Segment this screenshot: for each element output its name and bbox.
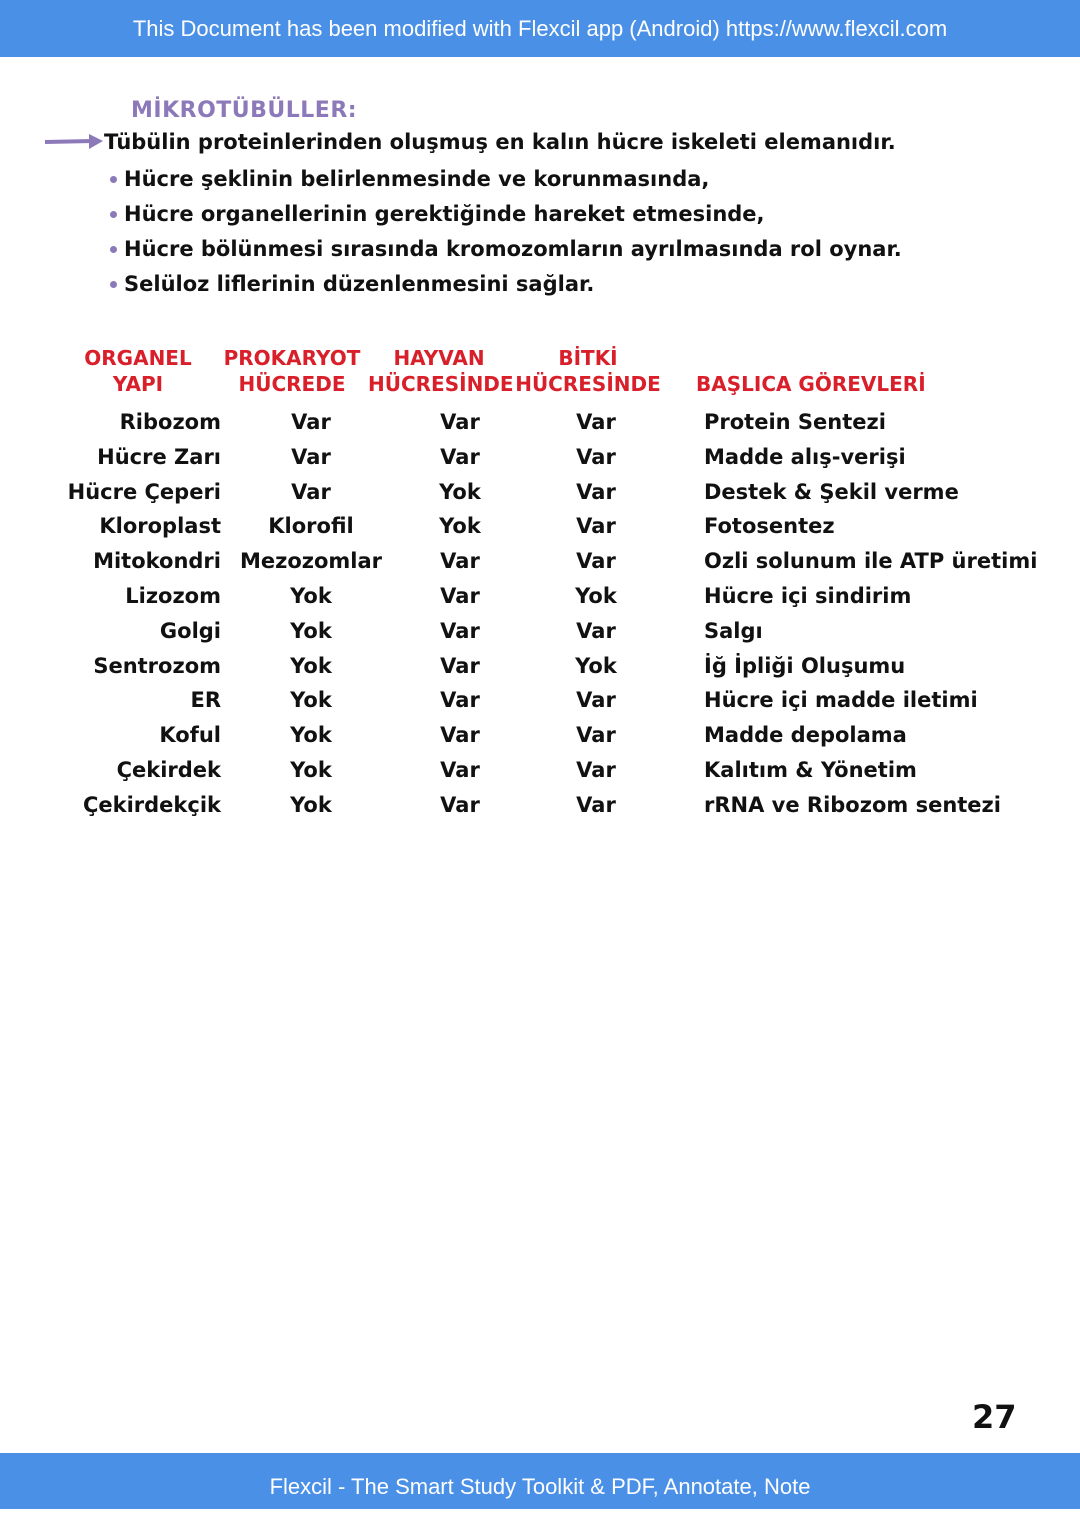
cell-prokaryot: Yok [290,688,332,713]
header-organel: ORGANEL YAPI [84,346,192,396]
cell-hayvan: Var [440,583,480,608]
cell-gorev: Hücre içi madde iletimi [704,688,978,713]
bullet-item: Selüloz liflerinin düzenlenmesini sağlar. [108,269,902,304]
bullet-item: Hücre bölünmesi sırasında kromozomların ayrılmasında rol oynar. [108,234,902,269]
cell-organel: Hücre Çeperi [67,479,221,504]
cell-gorev: Madde alış-verişi [704,444,906,469]
cell-organel: Ribozom [119,410,221,434]
cell-gorev: Salgı [704,618,763,643]
arrow-right-icon [45,132,105,152]
cell-bitki: Var [576,688,616,713]
cell-hayvan: Var [440,653,480,678]
cell-gorev: Destek & Şekil verme [704,479,959,504]
cell-organel: Lizozom [125,583,221,608]
cell-bitki: Var [576,479,616,504]
header-bitki: BİTKİ HÜCRESİNDE [515,346,661,396]
cell-bitki: Var [576,618,616,643]
cell-hayvan: Var [440,410,480,434]
table-row [0,718,1080,753]
table-row [0,788,1080,823]
bullet-dot-icon [110,246,117,253]
cell-hayvan: Yok [439,514,481,539]
table-row [0,683,1080,718]
bottom-banner[interactable]: Flexcil - The Smart Study Toolkit & PDF, Annotate, Note [0,1453,1080,1509]
cell-hayvan: Var [440,444,480,469]
cell-prokaryot: Mezozomlar [239,549,383,574]
cell-prokaryot: Yok [290,583,332,608]
organel-table [0,405,1080,823]
bullet-list [108,164,902,304]
cell-hayvan: Var [440,618,480,643]
bullet-dot-icon [110,281,117,288]
cell-bitki: Var [576,757,616,782]
cell-organel: Golgi [159,618,221,643]
cell-bitki: Yok [575,583,617,608]
cell-bitki: Yok [575,653,617,678]
cell-gorev: Madde depolama [704,723,907,748]
cell-hayvan: Var [440,723,480,748]
cell-prokaryot: Var [291,444,331,469]
top-banner[interactable]: This Document has been modified with Flexcil app (Android) https://www.flexcil.com [0,0,1080,57]
header-gorev: BAŞLICA GÖREVLERİ [696,372,926,396]
cell-gorev: Kalıtım & Yönetim [704,757,917,782]
cell-organel: Çekirdekçik [82,792,221,817]
cell-organel: Çekirdek [116,757,221,782]
table-row [0,649,1080,684]
cell-organel: Mitokondri [93,549,221,574]
cell-prokaryot: Yok [290,618,332,643]
cell-prokaryot: Yok [290,792,332,817]
table-row [0,614,1080,649]
cell-gorev: Ozli solunum ile ATP üretimi [704,549,1038,574]
bullet-item: Hücre şeklinin belirlenmesinde ve korunmasında, [108,164,902,199]
header-prokaryot: PROKARYOT HÜCREDE [223,346,361,396]
cell-bitki: Var [576,792,616,817]
table-row [0,475,1080,510]
cell-organel: ER [190,688,221,713]
cell-prokaryot: Var [291,479,331,504]
section-title: MİKROTÜBÜLLER: [131,98,358,123]
header-hayvan: HAYVAN HÜCRESİNDE [368,346,514,396]
cell-bitki: Var [576,410,616,434]
table-row [0,579,1080,614]
cell-bitki: Var [576,514,616,539]
cell-hayvan: Var [440,757,480,782]
table-row [0,753,1080,788]
cell-organel: Sentrozom [93,653,221,678]
cell-gorev: Fotosentez [704,514,835,539]
table-row [0,544,1080,579]
cell-hayvan: Var [440,549,480,574]
cell-bitki: Var [576,723,616,748]
cell-bitki: Var [576,549,616,574]
cell-prokaryot: Yok [290,757,332,782]
cell-gorev: Protein Sentezi [704,410,886,434]
cell-hayvan: Var [440,688,480,713]
table-row [0,509,1080,544]
table-row [0,440,1080,475]
lead-sentence: Tübülin proteinlerinden oluşmuş en kalın hücre iskeleti elemanıdır. [104,130,896,154]
page-number: 27 [972,1398,1017,1436]
cell-gorev: Hücre içi sindirim [704,583,912,608]
cell-prokaryot: Yok [290,723,332,748]
cell-gorev: İğ İpliği Oluşumu [704,653,906,678]
cell-organel: Hücre Zarı [97,444,221,469]
bullet-dot-icon [110,176,117,183]
cell-prokaryot: Klorofil [268,514,354,539]
cell-gorev: rRNA ve Ribozom sentezi [704,792,1001,817]
table-row [0,405,1080,440]
cell-organel: Koful [159,723,221,748]
cell-organel: Kloroplast [99,514,221,539]
cell-hayvan: Yok [439,479,481,504]
bullet-item: Hücre organellerinin gerektiğinde hareket etmesinde, [108,199,902,234]
cell-hayvan: Var [440,792,480,817]
cell-bitki: Var [576,444,616,469]
cell-prokaryot: Yok [290,653,332,678]
bullet-dot-icon [110,211,117,218]
cell-prokaryot: Var [291,410,331,434]
